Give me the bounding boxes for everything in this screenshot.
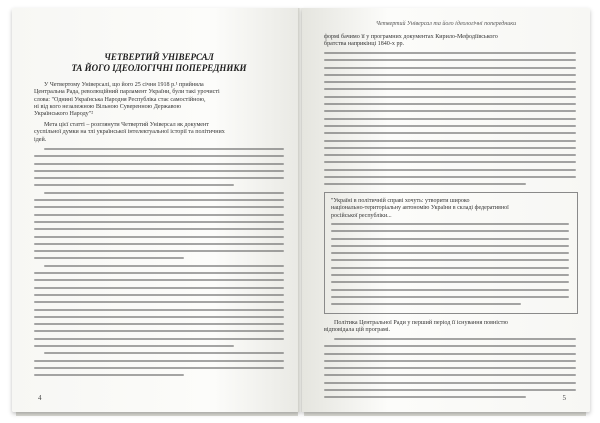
quotation-line2: національно-територіальну автономію України в складі федеративної: [331, 205, 509, 212]
right-para-bottom-line1: Політика Центральної Ради у перший період її існування повністю: [334, 320, 508, 326]
right-body-text-bottom: [324, 338, 576, 404]
right-para-top: [324, 34, 576, 49]
left-para-1-line2: Центральна Рада, революційний парламент України, були такі урочисті: [34, 89, 220, 96]
quotation-text: [331, 198, 571, 220]
left-para-1-line5: Українського Народу"²: [34, 111, 94, 118]
right-page: [302, 8, 590, 412]
chapter-heading-line1: ЧЕТВЕРТИЙ УНІВЕРСАЛ: [104, 52, 214, 62]
left-page: [12, 8, 300, 412]
running-head: Четвертий Універсал та його ідеологічні попередники: [375, 21, 517, 27]
page-number-right: 5: [562, 394, 566, 402]
right-para-bottom: [324, 320, 576, 335]
left-para-2: [34, 122, 284, 144]
left-para-1-line4: ні від кого незалежною Вільною Суверенною Державою: [34, 103, 182, 110]
quotation-box: [324, 192, 578, 314]
left-para-1-line1: У Четвертому Універсалі, що його 25 січня 1918 р.¹ прийняла: [44, 82, 204, 88]
quotation-body: [331, 223, 569, 311]
page-number-left: 4: [38, 394, 42, 402]
chapter-heading: [34, 52, 284, 74]
right-body-text-top: [324, 52, 576, 191]
left-para-2-line2: суспільної думки на тлі української інтелектуальної історії та політичних: [34, 129, 225, 136]
quotation-line3: російської республіки...: [331, 212, 392, 219]
quotation-line1: "Україні в політичній справі хочуть: утворити широко: [331, 198, 470, 204]
left-para-1-line3: слова: "Однині Українська Народня Республіка стає самостійною,: [34, 96, 206, 103]
right-para-top-line2: братства наприкінці 1840-х рр.: [324, 41, 405, 48]
right-para-bottom-line2: відповідала цій програмі.: [324, 327, 391, 334]
chapter-heading-line2: ТА ЙОГО ІДЕОЛОГІЧНІ ПОПЕРЕДНИКИ: [71, 63, 247, 73]
left-body-text: [34, 148, 284, 382]
left-para-2-line3: ідей.: [34, 136, 47, 143]
open-book: [12, 8, 590, 412]
left-para-1: [34, 82, 284, 118]
left-para-2-line1: Мета цієї статті – розглянути Четвертий Універсал як документ: [44, 122, 209, 128]
right-para-top-line1: формі бачимо її у програмних документах Кирило-Мефодіївського: [324, 34, 498, 40]
